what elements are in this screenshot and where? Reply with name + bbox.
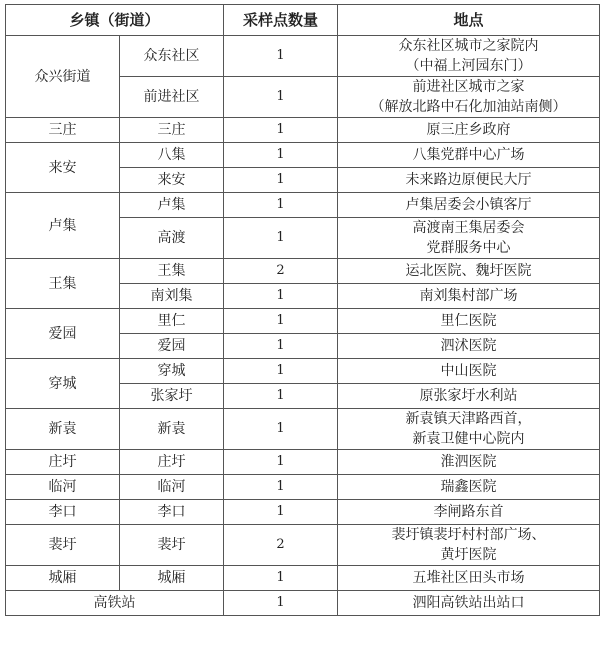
town-cell: 来安 [6, 143, 120, 193]
town-cell: 王集 [6, 259, 120, 309]
community-cell: 庄圩 [120, 450, 224, 475]
sampling-sites-table [5, 4, 600, 616]
table-row [6, 525, 600, 566]
header-location: 地点 [338, 5, 600, 36]
count-cell: 1 [224, 309, 338, 334]
location-cell: 原三庄乡政府 [338, 118, 600, 143]
town-cell: 临河 [6, 475, 120, 500]
location-cell: 里仁医院 [338, 309, 600, 334]
location-cell: 八集党群中心广场 [338, 143, 600, 168]
community-cell: 众东社区 [120, 36, 224, 77]
town-cell: 李口 [6, 500, 120, 525]
count-cell: 1 [224, 334, 338, 359]
community-cell: 卢集 [120, 193, 224, 218]
location-cell: 五堆社区田头市场 [338, 566, 600, 591]
location-cell: 南刘集村部广场 [338, 284, 600, 309]
community-cell: 李口 [120, 500, 224, 525]
location-cell: 前进社区城市之家 （解放北路中石化加油站南侧） [338, 77, 600, 118]
location-cell: 泗沭医院 [338, 334, 600, 359]
table-row [6, 193, 600, 218]
count-cell: 2 [224, 259, 338, 284]
location-cell: 高渡南王集居委会 党群服务中心 [338, 218, 600, 259]
community-cell: 王集 [120, 259, 224, 284]
town-cell: 高铁站 [6, 591, 224, 616]
table-row [6, 450, 600, 475]
count-cell: 1 [224, 218, 338, 259]
table-row [6, 359, 600, 384]
location-cell: 裴圩镇裴圩村村部广场、 黄圩医院 [338, 525, 600, 566]
community-cell: 三庄 [120, 118, 224, 143]
table-row [6, 500, 600, 525]
town-cell: 城厢 [6, 566, 120, 591]
header-row [6, 5, 600, 36]
community-cell: 八集 [120, 143, 224, 168]
table-row [6, 36, 600, 77]
community-cell: 裴圩 [120, 525, 224, 566]
location-cell: 众东社区城市之家院内 （中福上河园东门） [338, 36, 600, 77]
location-cell: 新袁镇天津路西首， 新袁卫健中心院内 [338, 409, 600, 450]
location-cell: 未来路边原便民大厅 [338, 168, 600, 193]
town-cell: 爱园 [6, 309, 120, 359]
table-row [6, 409, 600, 450]
location-cell: 李闸路东首 [338, 500, 600, 525]
table-row [6, 309, 600, 334]
table-row [6, 475, 600, 500]
count-cell: 1 [224, 409, 338, 450]
count-cell: 1 [224, 450, 338, 475]
count-cell: 1 [224, 77, 338, 118]
town-cell: 裴圩 [6, 525, 120, 566]
count-cell: 1 [224, 143, 338, 168]
town-cell: 三庄 [6, 118, 120, 143]
community-cell: 城厢 [120, 566, 224, 591]
location-cell: 原张家圩水利站 [338, 384, 600, 409]
community-cell: 南刘集 [120, 284, 224, 309]
table-row [6, 591, 600, 616]
community-cell: 高渡 [120, 218, 224, 259]
header-count: 采样点数量 [224, 5, 338, 36]
count-cell: 2 [224, 525, 338, 566]
town-cell: 庄圩 [6, 450, 120, 475]
count-cell: 1 [224, 193, 338, 218]
location-cell: 瑞鑫医院 [338, 475, 600, 500]
community-cell: 临河 [120, 475, 224, 500]
community-cell: 爱园 [120, 334, 224, 359]
location-cell: 卢集居委会小镇客厅 [338, 193, 600, 218]
town-cell: 卢集 [6, 193, 120, 259]
count-cell: 1 [224, 566, 338, 591]
count-cell: 1 [224, 168, 338, 193]
count-cell: 1 [224, 118, 338, 143]
town-cell: 穿城 [6, 359, 120, 409]
community-cell: 来安 [120, 168, 224, 193]
location-cell: 运北医院、魏圩医院 [338, 259, 600, 284]
community-cell: 张家圩 [120, 384, 224, 409]
count-cell: 1 [224, 475, 338, 500]
location-cell: 淮泗医院 [338, 450, 600, 475]
header-town: 乡镇（街道） [6, 5, 224, 36]
table-row [6, 259, 600, 284]
count-cell: 1 [224, 500, 338, 525]
community-cell: 新袁 [120, 409, 224, 450]
community-cell: 前进社区 [120, 77, 224, 118]
town-cell: 众兴街道 [6, 36, 120, 118]
count-cell: 1 [224, 359, 338, 384]
community-cell: 里仁 [120, 309, 224, 334]
count-cell: 1 [224, 36, 338, 77]
location-cell: 泗阳高铁站出站口 [338, 591, 600, 616]
count-cell: 1 [224, 384, 338, 409]
table-row [6, 566, 600, 591]
count-cell: 1 [224, 284, 338, 309]
community-cell: 穿城 [120, 359, 224, 384]
table-row [6, 118, 600, 143]
location-cell: 中山医院 [338, 359, 600, 384]
table-row [6, 143, 600, 168]
town-cell: 新袁 [6, 409, 120, 450]
count-cell: 1 [224, 591, 338, 616]
